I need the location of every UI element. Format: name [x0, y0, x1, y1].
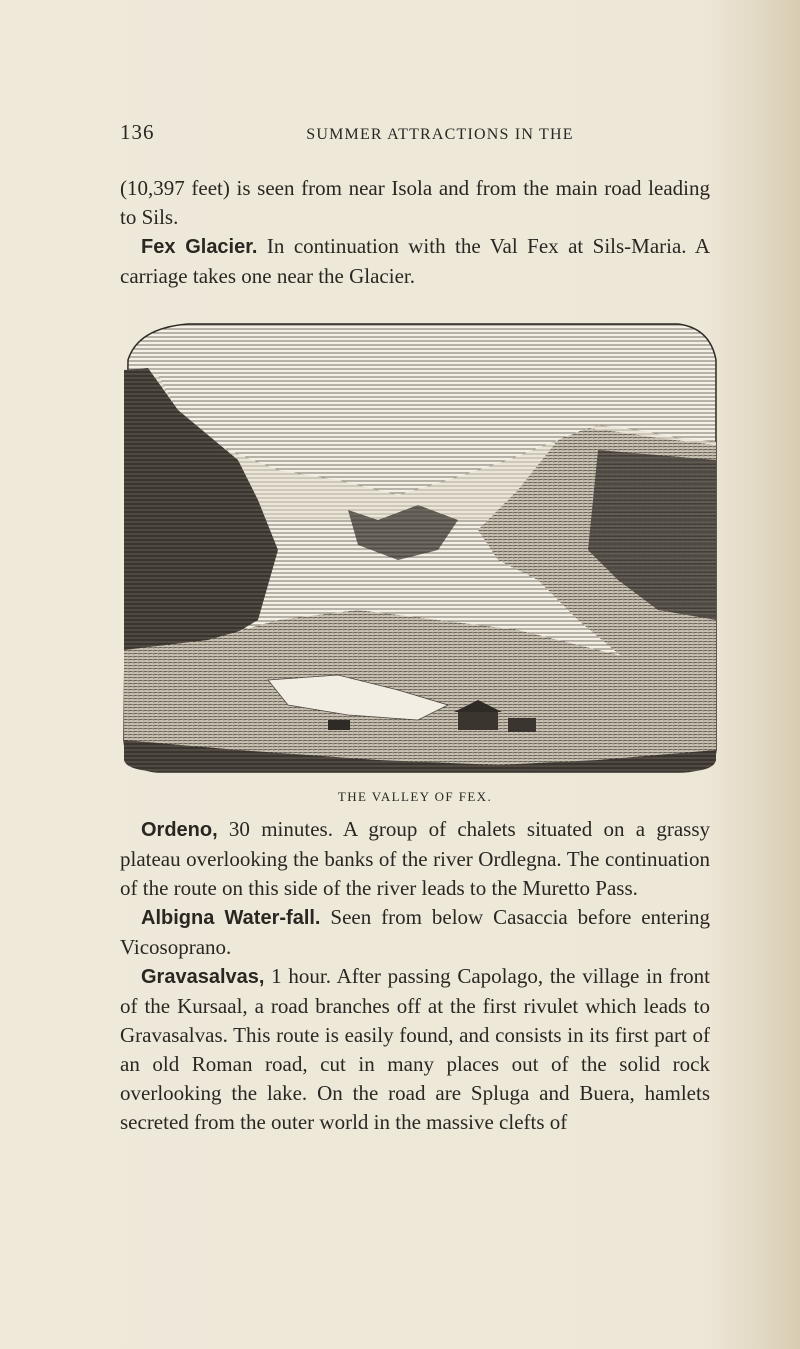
entry-title-fex: Fex Glacier. [141, 236, 258, 258]
entry-gravasalvas [120, 962, 710, 1137]
entry-fex-glacier [120, 232, 710, 291]
figure-caption: THE VALLEY OF FEX. [337, 789, 493, 804]
paragraph-sils: (10,397 feet) is seen from near Isola and from the main road leading to Sils. [120, 176, 710, 229]
entry-body-albigna: Seen from below Casaccia before entering Vicosoprano. [120, 905, 711, 959]
engraving-valley-of-fex [118, 320, 720, 775]
bottom-text [120, 815, 710, 1137]
running-head: SUMMER ATTRACTIONS IN THE [306, 126, 574, 143]
entry-ordeno [120, 815, 710, 903]
entry-title-ordeno: Ordeno, [141, 819, 218, 841]
entry-body-gravasalvas: 1 hour. After passing Capolago, the village in front of the Kursaal, a road branches off at the first rivulet which leads to Gravasalvas. This route is easily found, and consists in its first part of an old Roman road, cut in many places out of the solid rock overlooking the lake. On the road are Spluga and Buera, hamlets secreted from the outer world in the massive clefts of [120, 964, 710, 1134]
page-number: 136 [120, 120, 155, 144]
entry-body-ordeno: 30 minutes. A group of chalets situated on a grassy plateau overlooking the banks of the river Ordlegna. The continuation of the route on this side of the river leads to the Muretto Pass. [120, 817, 710, 900]
entry-title-albigna: Albigna Water-fall. [141, 907, 321, 929]
engraving-illustration [118, 320, 720, 775]
entry-albigna [120, 903, 710, 962]
entry-title-gravasalvas: Gravasalvas, [141, 966, 265, 988]
top-text [120, 174, 710, 291]
page-header [120, 120, 720, 154]
entry-body-fex: In continuation with the Val Fex at Sils-Maria. A carriage takes one near the Glacier. [120, 234, 710, 288]
